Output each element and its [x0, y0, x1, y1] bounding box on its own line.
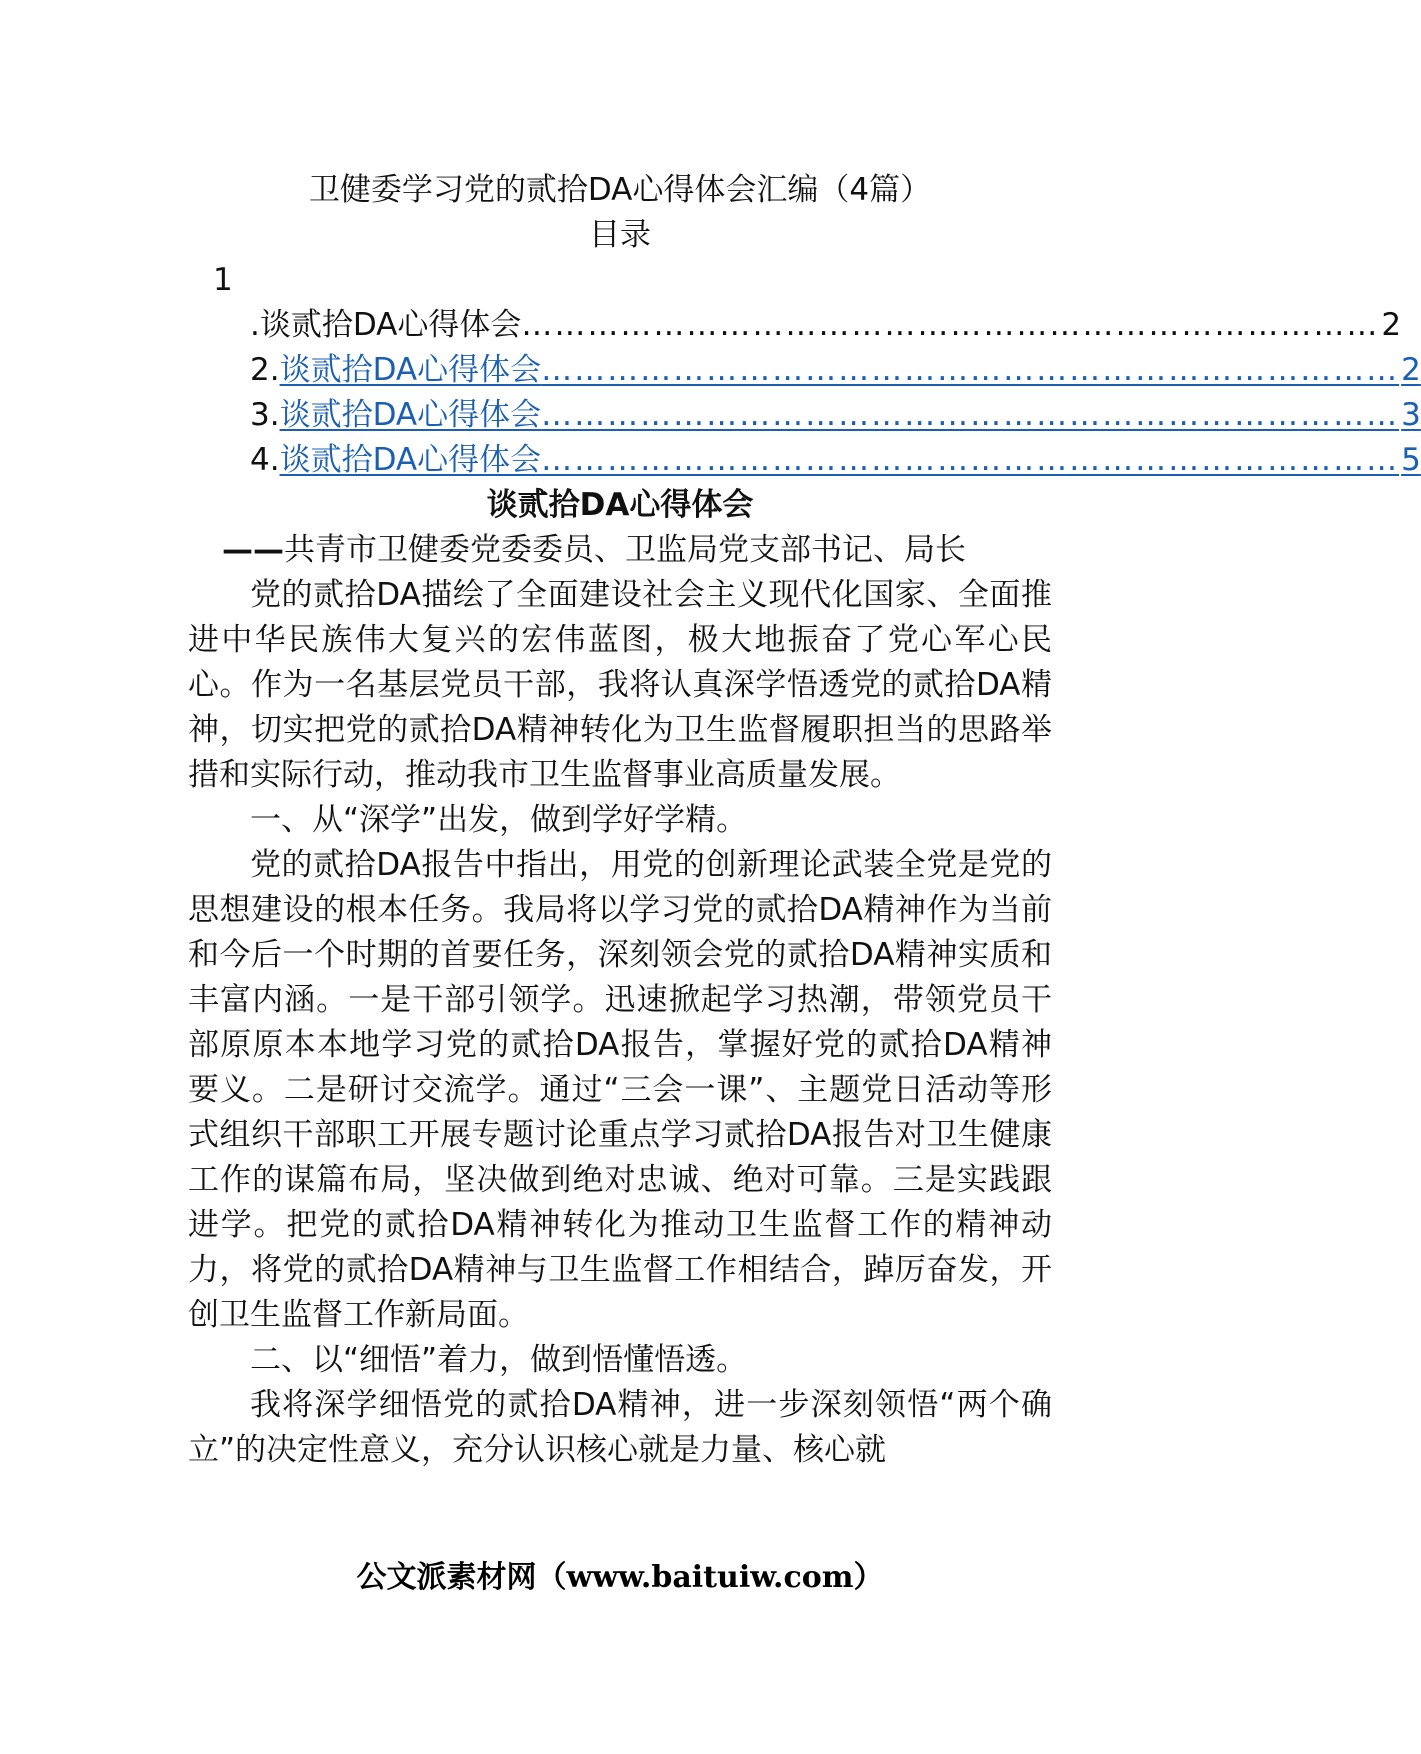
table-of-contents: [188, 303, 1421, 483]
toc-entry-1[interactable]: [250, 303, 1402, 348]
toc-entry-prefix: 2.: [250, 352, 280, 388]
toc-leader-dots[interactable]: ……………………………………………………………………: [541, 352, 1400, 388]
toc-entry-4[interactable]: [250, 438, 1421, 483]
toc-entry-prefix: 3.: [250, 397, 280, 433]
toc-entry-label[interactable]: 谈贰拾DA心得体会: [279, 397, 542, 433]
toc-entry-label: .谈贰拾DA心得体会: [250, 307, 522, 343]
toc-entry-label[interactable]: 谈贰拾DA心得体会: [279, 442, 542, 478]
toc-heading: 目录: [589, 217, 651, 253]
paragraph: 党的贰拾DA报告中指出，用党的创新理论武装全党是党的思想建设的根本任务。我局将以学习党的贰拾DA精神作为当前和今后一个时期的首要任务，深刻领会党的贰拾DA精神实质和丰富内涵。一是干部引领学。迅速掀起学习热潮，带领党员干部原原本本地学习党的贰拾DA报告，掌握好党的贰拾DA精神要义。二是研讨交流学。通过“三会一课”、主题党日活动等形式组织干部职工开展专题讨论重点学习贰拾DA报告对卫生健康工作的谋篇布局，坚决做到绝对忠诚、绝对可靠。三是实践跟进学。把党的贰拾DA精神转化为推动卫生监督工作的精神动力，将党的贰拾DA精神与卫生监督工作相结合，踔厉奋发，开创卫生监督工作新局面。: [188, 847, 1052, 1333]
toc-entry-3[interactable]: [250, 393, 1421, 438]
toc-leader-dots[interactable]: ……………………………………………………………………: [541, 397, 1400, 433]
toc-entry-label[interactable]: 谈贰拾DA心得体会: [279, 352, 542, 388]
toc-entry-page: 2: [1381, 307, 1402, 343]
document-body: [188, 168, 1421, 1473]
toc-first-number: 1: [213, 262, 233, 298]
toc-entry-page[interactable]: 2: [1401, 352, 1421, 388]
byline-dash: ——: [222, 532, 284, 568]
paragraph: 我将深学细悟党的贰拾DA精神，进一步深刻领悟“两个确立”的决定性意义，充分认识核心就是力量、核心就: [188, 1387, 1052, 1468]
document-title: 卫健委学习党的贰拾DA心得体会汇编（4篇）: [308, 172, 932, 208]
paragraph: 党的贰拾DA描绘了全面建设社会主义现代化国家、全面推进中华民族伟大复兴的宏伟蓝图，极大地振奋了党心军心民心。作为一名基层党员干部，我将认真深学悟透党的贰拾DA精神，切实把党的贰拾DA精神转化为卫生监督履职担当的思路举措和实际行动，推动我市卫生监督事业高质量发展。: [188, 577, 1052, 793]
article-title: 谈贰拾DA心得体会: [486, 487, 754, 523]
toc-leader-dots: ……………………………………………………………………: [521, 307, 1380, 343]
toc-entry-2[interactable]: [250, 348, 1421, 393]
section-heading: 一、从“深学”出发，做到学好学精。: [250, 802, 748, 838]
section-heading: 二、以“细悟”着力，做到悟懂悟透。: [250, 1342, 748, 1378]
page-footer: 公文派素材网（www.baituiw.com）: [356, 1560, 884, 1595]
toc-entry-prefix: 4.: [250, 442, 280, 478]
byline-text: 共青市卫健委党委委员、卫监局党支部书记、局长: [284, 532, 966, 568]
toc-entry-page[interactable]: 3: [1401, 397, 1421, 433]
toc-entry-page[interactable]: 5: [1401, 442, 1421, 478]
toc-leader-dots[interactable]: ……………………………………………………………………: [541, 442, 1400, 478]
byline: [222, 528, 1052, 573]
